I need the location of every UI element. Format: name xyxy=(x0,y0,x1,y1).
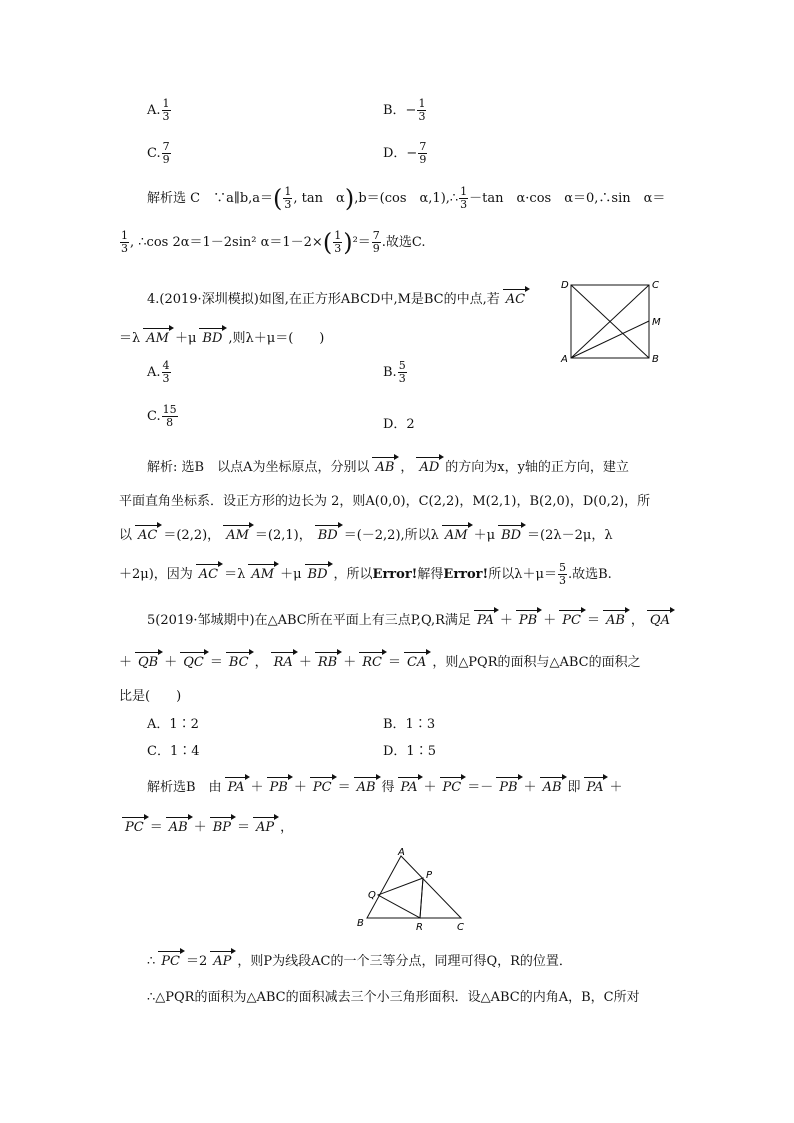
label-b: B xyxy=(652,354,659,365)
solution5-line3: ∴ PC ＝2 AP ，则P为线段AC的一个三等分点，同理可得Q，R的位置． xyxy=(147,954,572,969)
q5-choice-c: C．1∶4 xyxy=(147,744,200,759)
label-c: C xyxy=(457,922,464,933)
label-q: Q xyxy=(368,890,376,901)
q5-line2: ＋ QB ＋ QC ＝ BC ， RA ＋ RB ＋ RC ＝ CA ，则△PQR的面积与△ABC的面积之 xyxy=(119,655,641,670)
triangle-pqr xyxy=(378,878,423,918)
label-r: R xyxy=(416,922,423,933)
solution3-line1: 解析选 C ∵a∥b,a＝( $\frac{1}{3}$ , tan α),b＝(cos α,1),∴ $\frac{1}{3}$ －tan α·cos α＝0,∴sin α＝ xyxy=(147,184,666,213)
choice-c: C. $\frac{7}{9}$ xyxy=(147,140,170,166)
label-m: M xyxy=(652,317,661,328)
segment-pr xyxy=(420,878,423,918)
choice-d: D．− $\frac{7}{9}$ xyxy=(383,140,427,166)
label-a: A xyxy=(561,354,568,365)
segment-am xyxy=(571,321,649,358)
choice-a: A. $\frac{1}{3}$ xyxy=(147,97,170,123)
label-c: C xyxy=(652,280,659,291)
q5-choice-d: D．1∶5 xyxy=(383,744,436,759)
triangle-abc xyxy=(367,856,461,918)
q4-line1: 4.(2019·深圳模拟)如图,在正方形ABCD中,M是BC的中点,若 AC xyxy=(147,288,531,307)
choice-b: B．− $\frac{1}{3}$ xyxy=(383,97,426,123)
q4-choice-a: A. $\frac{4}{3}$ xyxy=(147,359,170,385)
solution5-line1: 解析选B 由 PA ＋ PB ＋ PC ＝ AB 得 PA ＋ PC ＝－ PB ＋ AB 即 PA ＋ xyxy=(147,780,623,795)
label-d: D xyxy=(561,280,569,291)
square-figure xyxy=(558,276,668,366)
solution4-line2: 平面直角坐标系．设正方形的边长为 2，则A(0,0)，C(2,2)，M(2,1)，B(2,0)，D(0,2)，所 xyxy=(119,494,651,509)
q4-choice-c: C. $\frac{15}{8}$ xyxy=(147,403,177,429)
solution3-line2: $\frac{1}{3}$ , ∴cos 2α＝1－2sin² α＝1－2×( $\frac{1}{3}$ )²＝ $\frac{7}{9}$ .故选C. xyxy=(121,228,426,257)
solution5-line2: PC ＝ AB ＋ BP ＝ AP ， xyxy=(119,816,293,835)
solution5-line4: ∴△PQR的面积为△ABC的面积减去三个小三角形面积．设△ABC的内角A，B，C所对 xyxy=(147,990,640,1005)
label-b: B xyxy=(357,918,364,929)
q4-choice-b: B. $\frac{5}{3}$ xyxy=(383,359,406,385)
triangle-figure xyxy=(350,846,470,934)
solution4-line3: 以 AC ＝(2,2)， AM ＝(2,1)， BD ＝(－2,2),所以λ AM ＋μ BD ＝(2λ－2μ，λ xyxy=(119,528,613,543)
q5-choice-b: B．1∶3 xyxy=(383,717,436,732)
q4-line2: ＝λ AM ＋μ BD ,则λ＋μ＝( ) xyxy=(119,331,325,346)
label-p: P xyxy=(426,870,433,881)
q4-choice-d: D．2 xyxy=(383,417,415,432)
label-a: A xyxy=(398,847,405,858)
q5-choice-a: A．1∶2 xyxy=(147,717,199,732)
q5-line1: 5(2019·邹城期中)在△ABC所在平面上有三点P,Q,R满足 PA ＋ PB ＋ PC ＝ AB ， QA xyxy=(147,609,676,628)
solution4-line1: 解析: 选B 以点A为坐标原点，分别以 AB ， AD 的方向为x，y轴的正方向，建立 xyxy=(147,460,629,475)
solution4-line4: ＋2μ)，因为 AC ＝λ AM ＋μ BD ，所以Error!解得Error!所以λ＋μ＝ $\frac{5}{3}$ .故选B. xyxy=(119,561,612,587)
q5-line3: 比是( ) xyxy=(119,689,182,704)
